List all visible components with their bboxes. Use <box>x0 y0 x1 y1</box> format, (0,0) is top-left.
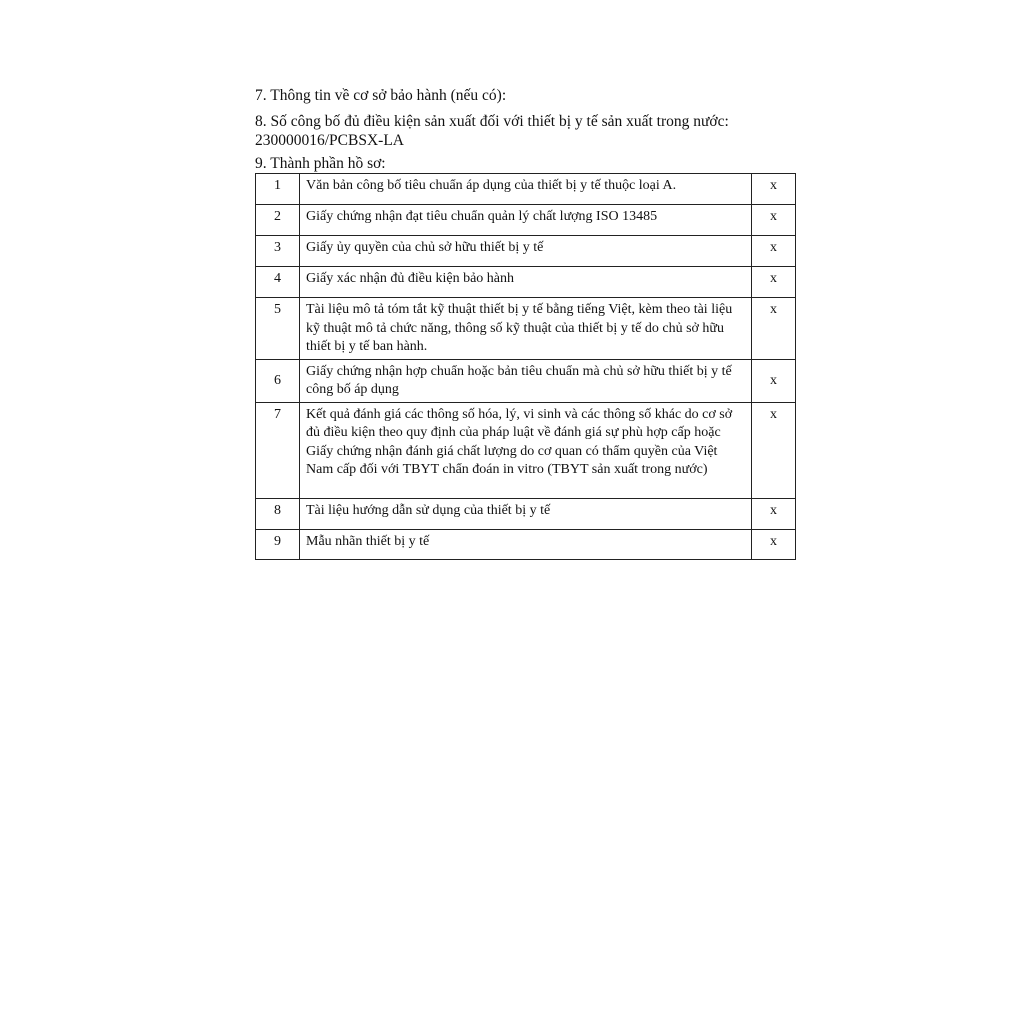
table-row <box>256 529 796 559</box>
row-check-mark: x <box>752 359 796 402</box>
row-number: 3 <box>256 236 300 267</box>
row-number: 6 <box>256 359 300 402</box>
row-check-mark: x <box>752 174 796 205</box>
row-description: Văn bản công bố tiêu chuẩn áp dụng của thiết bị y tế thuộc loại A. <box>300 174 752 205</box>
row-number: 1 <box>256 174 300 205</box>
row-description: Mẫu nhãn thiết bị y tế <box>300 529 752 559</box>
dossier-table <box>255 173 796 560</box>
table-row <box>256 174 796 205</box>
row-description: Giấy ủy quyền của chủ sở hữu thiết bị y tế <box>300 236 752 267</box>
row-description: Giấy chứng nhận đạt tiêu chuẩn quản lý chất lượng ISO 13485 <box>300 205 752 236</box>
row-number: 9 <box>256 529 300 559</box>
row-check-mark: x <box>752 205 796 236</box>
row-number: 5 <box>256 298 300 360</box>
row-check-mark: x <box>752 498 796 529</box>
table-row <box>256 205 796 236</box>
row-description: Giấy chứng nhận hợp chuẩn hoặc bản tiêu chuẩn mà chủ sở hữu thiết bị y tế công bố áp dụng <box>300 359 752 402</box>
row-number: 2 <box>256 205 300 236</box>
row-check-mark: x <box>752 529 796 559</box>
table-row <box>256 359 796 402</box>
row-description: Kết quả đánh giá các thông số hóa, lý, vi sinh và các thông số khác do cơ sở đủ điều kiện theo quy định của pháp luật về đánh giá sự phù hợp cấp hoặc Giấy chứng nhận đánh giá chất lượng do cơ quan có thẩm quyền của Việt Nam cấp đối với TBYT chẩn đoán in vitro (TBYT sản xuất trong nước) <box>300 402 752 498</box>
row-check-mark: x <box>752 402 796 498</box>
row-number: 7 <box>256 402 300 498</box>
table-row <box>256 267 796 298</box>
row-description: Giấy xác nhận đủ điều kiện bảo hành <box>300 267 752 298</box>
row-description: Tài liệu hướng dẫn sử dụng của thiết bị y tế <box>300 498 752 529</box>
table-row <box>256 236 796 267</box>
table-row <box>256 298 796 360</box>
item-8-announcement-number-value: 230000016/PCBSX-LA <box>255 132 404 149</box>
table-row <box>256 402 796 498</box>
table-row <box>256 498 796 529</box>
row-check-mark: x <box>752 298 796 360</box>
item-8-announcement-number-label: 8. Số công bố đủ điều kiện sản xuất đối với thiết bị y tế sản xuất trong nước: <box>255 113 729 130</box>
item-9-dossier-components: 9. Thành phần hồ sơ: <box>255 155 386 172</box>
document-page <box>255 86 795 560</box>
row-check-mark: x <box>752 267 796 298</box>
row-check-mark: x <box>752 236 796 267</box>
item-7-warranty-info: 7. Thông tin về cơ sở bảo hành (nếu có): <box>255 87 507 104</box>
row-description: Tài liệu mô tả tóm tắt kỹ thuật thiết bị y tế bằng tiếng Việt, kèm theo tài liệu kỹ thuật mô tả chức năng, thông số kỹ thuật của thiết bị y tế do chủ sở hữu thiết bị y tế ban hành. <box>300 298 752 360</box>
row-number: 4 <box>256 267 300 298</box>
row-number: 8 <box>256 498 300 529</box>
